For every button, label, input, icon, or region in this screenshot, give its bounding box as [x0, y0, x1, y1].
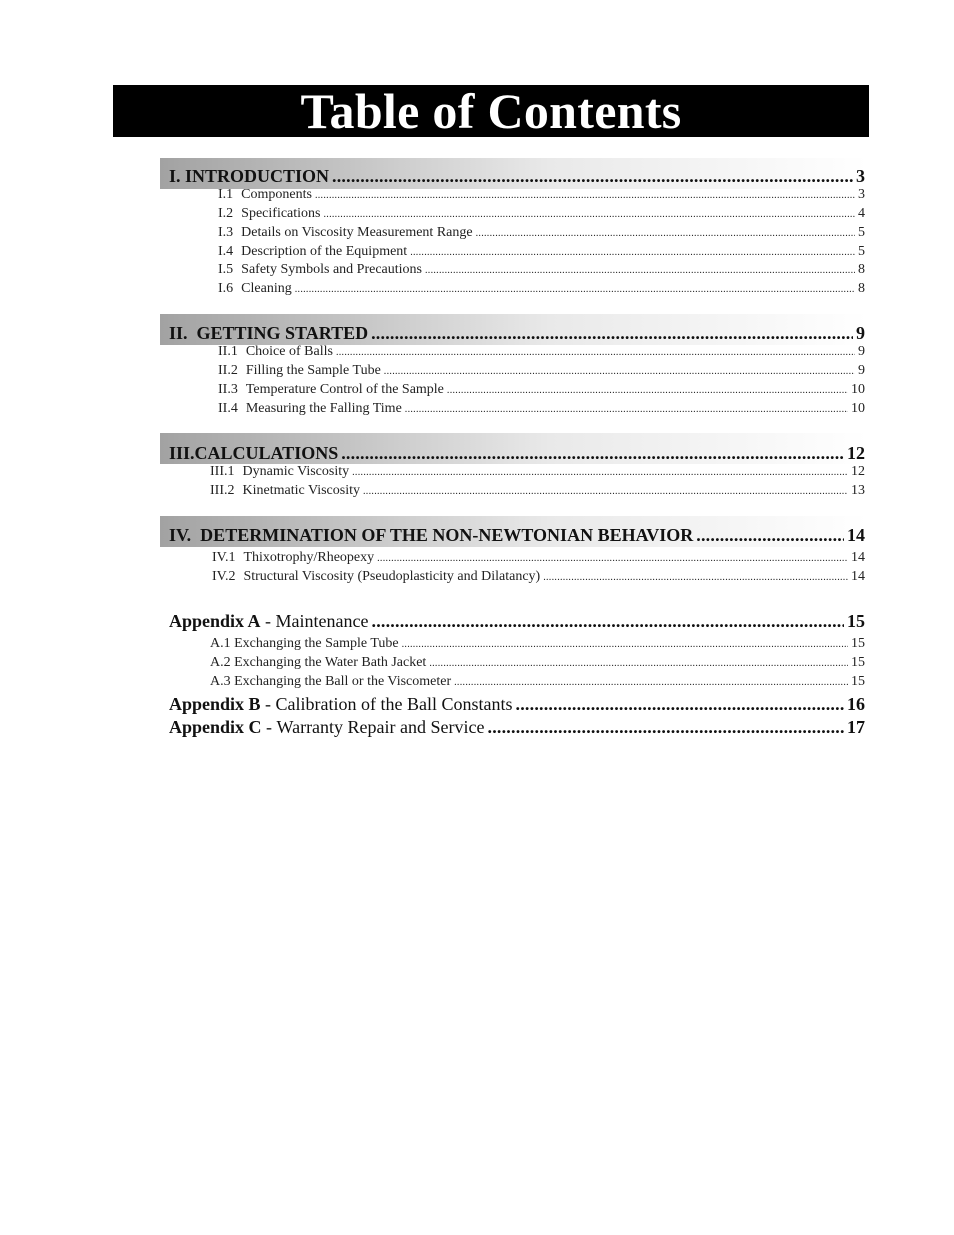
page-number: 15 — [847, 611, 865, 631]
entry-label: Dynamic Viscosity — [242, 464, 350, 479]
dot-leader — [425, 265, 855, 276]
entry-number: I.2 — [218, 206, 234, 221]
dot-leader — [405, 404, 848, 415]
toc-entry[interactable] — [218, 187, 865, 207]
page-number: 10 — [851, 382, 865, 397]
appendix-separator: - — [261, 717, 277, 737]
page-number: 9 — [858, 344, 865, 359]
page-number: 10 — [851, 401, 865, 416]
toc-section-calculations[interactable] — [169, 443, 865, 463]
page-number: 17 — [847, 717, 865, 737]
entry-number: III.2 — [210, 483, 235, 498]
dot-leader — [363, 486, 848, 497]
entry-number: II.2 — [218, 363, 238, 378]
dot-leader — [332, 166, 853, 187]
page-number: 15 — [851, 636, 865, 651]
toc-entry[interactable] — [210, 483, 865, 503]
page-number: 8 — [858, 262, 865, 277]
toc-entry[interactable] — [210, 636, 865, 656]
appendix-separator: - — [260, 694, 276, 714]
dot-leader — [384, 366, 855, 377]
toc-section-introduction[interactable] — [169, 166, 865, 186]
appendix-label: Maintenance — [275, 611, 369, 631]
appendix-name: Appendix B — [169, 694, 261, 714]
toc-entry[interactable] — [218, 344, 865, 364]
title-bar — [113, 85, 869, 137]
page-number: 15 — [851, 655, 865, 670]
page-number: 5 — [858, 244, 865, 259]
toc-section-non-newtonian[interactable] — [169, 525, 865, 545]
dot-leader — [696, 525, 844, 546]
page-number: 9 — [858, 363, 865, 378]
entry-number: I.4 — [218, 244, 234, 259]
dot-leader — [372, 611, 845, 632]
appendix-label: Warranty Repair and Service — [276, 717, 485, 737]
entry-number: IV.2 — [212, 569, 236, 584]
section-heading: III.CALCULATIONS — [169, 443, 339, 463]
toc-entry[interactable] — [218, 281, 865, 301]
page-number: 3 — [858, 187, 865, 202]
toc-entry[interactable] — [218, 225, 865, 245]
toc-entry[interactable] — [210, 464, 865, 484]
dot-leader — [488, 717, 845, 738]
toc-entry[interactable] — [210, 655, 865, 675]
page-number: 9 — [856, 323, 865, 343]
dot-leader — [315, 190, 855, 201]
entry-label: Safety Symbols and Precautions — [241, 262, 422, 277]
dot-leader — [402, 639, 848, 650]
entry-label: Structural Viscosity (Pseudoplasticity and Dilatancy) — [243, 569, 541, 584]
page-number: 3 — [856, 166, 865, 186]
dot-leader — [447, 385, 848, 396]
page-title: Table of Contents — [300, 83, 682, 139]
toc-appendix-b[interactable] — [169, 694, 865, 714]
entry-number: I.5 — [218, 262, 234, 277]
entry-number: II.3 — [218, 382, 238, 397]
entry-label: Specifications — [241, 206, 321, 221]
appendix-label: Calibration of the Ball Constants — [275, 694, 513, 714]
page-number: 8 — [858, 281, 865, 296]
page-number: 5 — [858, 225, 865, 240]
toc-appendix-a[interactable] — [169, 611, 865, 631]
entry-number: II.4 — [218, 401, 238, 416]
entry-number: I.3 — [218, 225, 234, 240]
dot-leader — [352, 467, 848, 478]
dot-leader — [476, 228, 855, 239]
page-number: 14 — [847, 525, 865, 545]
dot-leader — [336, 347, 855, 358]
entry-label: Components — [241, 187, 312, 202]
dot-leader — [295, 284, 855, 295]
dot-leader — [341, 443, 844, 464]
toc-entry[interactable] — [212, 550, 865, 570]
entry-number: I.6 — [218, 281, 234, 296]
entry-label: Cleaning — [241, 281, 292, 296]
entry-number: III.1 — [210, 464, 235, 479]
toc-entry[interactable] — [212, 569, 865, 589]
toc-entry[interactable] — [218, 401, 865, 421]
dot-leader — [377, 553, 848, 564]
appendix-name: Appendix C — [169, 717, 262, 737]
appendix-separator: - — [260, 611, 276, 631]
toc-entry[interactable] — [210, 674, 865, 694]
toc-entry[interactable] — [218, 206, 865, 226]
entry-label: A.2 Exchanging the Water Bath Jacket — [210, 655, 427, 670]
page-number: 14 — [851, 550, 865, 565]
entry-label: A.3 Exchanging the Ball or the Viscometer — [210, 674, 452, 689]
page-number: 15 — [851, 674, 865, 689]
page-number: 16 — [847, 694, 865, 714]
entry-label: Description of the Equipment — [241, 244, 408, 259]
dot-leader — [543, 572, 848, 583]
section-heading: IV. DETERMINATION OF THE NON-NEWTONIAN BEHAVIOR — [169, 525, 694, 545]
appendix-name: Appendix A — [169, 611, 261, 631]
entry-label: Thixotrophy/Rheopexy — [243, 550, 375, 565]
toc-entry[interactable] — [218, 244, 865, 264]
entry-label: Temperature Control of the Sample — [245, 382, 444, 397]
entry-label: Measuring the Falling Time — [245, 401, 402, 416]
page-number: 12 — [851, 464, 865, 479]
toc-entry[interactable] — [218, 382, 865, 402]
entry-number: I.1 — [218, 187, 234, 202]
entry-label: Kinetmatic Viscosity — [242, 483, 360, 498]
dot-leader — [454, 677, 848, 688]
dot-leader — [410, 247, 855, 258]
toc-entry[interactable] — [218, 363, 865, 383]
entry-label: Filling the Sample Tube — [245, 363, 381, 378]
toc-appendix-c[interactable] — [169, 717, 865, 737]
entry-number: II.1 — [218, 344, 238, 359]
page-number: 4 — [858, 206, 865, 221]
toc-section-getting-started[interactable] — [169, 323, 865, 343]
entry-label: Details on Viscosity Measurement Range — [241, 225, 473, 240]
section-heading: I. INTRODUCTION — [169, 166, 330, 186]
page-number: 14 — [851, 569, 865, 584]
dot-leader — [516, 694, 844, 715]
page-number: 13 — [851, 483, 865, 498]
entry-label: A.1 Exchanging the Sample Tube — [210, 636, 399, 651]
page-number: 12 — [847, 443, 865, 463]
dot-leader — [429, 658, 848, 669]
toc-entry[interactable] — [218, 262, 865, 282]
section-heading: II. GETTING STARTED — [169, 323, 369, 343]
dot-leader — [323, 209, 855, 220]
entry-label: Choice of Balls — [245, 344, 333, 359]
dot-leader — [371, 323, 853, 344]
entry-number: IV.1 — [212, 550, 236, 565]
